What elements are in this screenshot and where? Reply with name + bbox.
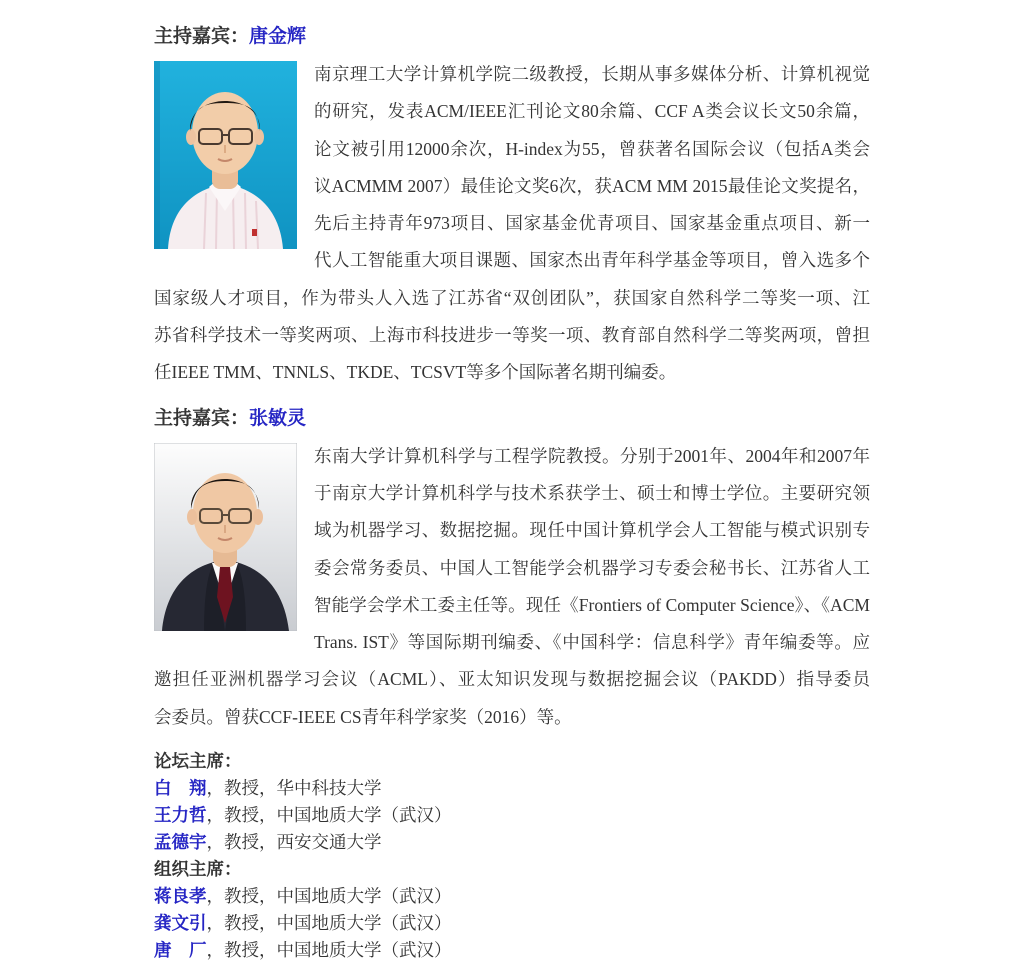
member-affiliation: ，教授，中国地质大学（武汉） <box>206 886 452 907</box>
bio-text-full <box>154 280 870 392</box>
bio-line: 域为机器学习、数据挖掘。现任中国计算机学会人工智能与模式识别专 <box>314 520 870 541</box>
organizing-chairs-heading: 组织主席： <box>154 859 242 880</box>
bio-line: 于南京大学计算机科学与技术系获学士、硕士和博士学位。主要研究领 <box>314 482 870 503</box>
member-affiliation: ，教授，中国地质大学（武汉） <box>206 805 452 826</box>
member-affiliation: ，教授，中国地质大学（武汉） <box>206 913 452 934</box>
bio-text-full <box>154 661 870 736</box>
committee-member <box>154 775 870 802</box>
member-affiliation: ，教授，中国地质大学（武汉） <box>206 940 452 961</box>
bio-line: 国家级人才项目，作为带头人入选了江苏省“双创团队”，获国家自然科学二等奖一项、江 <box>154 287 870 308</box>
bio-row <box>154 61 870 280</box>
bio-line: 邀担任亚洲机器学习会议（ACML）、亚太知识发现与数据挖掘会议（PAKDD）指导委员 <box>154 669 870 690</box>
bio-line: 委会常务委员、中国人工智能学会机器学习专委会秘书长、江苏省人工 <box>314 557 870 578</box>
bio-line: 论文被引用12000余次，H-index为55，曾获著名国际会议（包括A类会 <box>314 138 870 159</box>
forum-chairs-heading: 论坛主席： <box>154 751 242 772</box>
host-label: 主持嘉宾： <box>154 26 250 47</box>
bio-line: 任IEEE TMM、TNNLS、TKDE、TCSVT等多个国际著名期刊编委。 <box>154 362 677 383</box>
host-label: 主持嘉宾： <box>154 407 250 429</box>
bio-row <box>154 443 870 662</box>
committee-member <box>154 937 870 964</box>
member-name-link[interactable]: 唐 厂 <box>154 940 207 961</box>
guest-name-link[interactable]: 唐金辉 <box>249 26 307 47</box>
portrait-photo-zhang-minling <box>154 443 297 631</box>
bio-line: 先后主持青年973项目、国家基金优青项目、国家基金重点项目、新一 <box>314 213 870 234</box>
bio-line: 议ACMMM 2007）最佳论文奖6次，获ACM MM 2015最佳论文奖提名， <box>314 175 870 196</box>
bio-line: 会委员。曾获CCF-IEEE CS青年科学家奖（2016）等。 <box>154 706 572 727</box>
member-name-link[interactable]: 王力哲 <box>154 805 207 826</box>
bio-line: 苏省科学技术一等奖两项、上海市科技进步一等奖一项、教育部自然科学二等奖两项，曾担 <box>154 325 870 346</box>
committee-member <box>154 802 870 829</box>
guest-name-link[interactable]: 张敏灵 <box>249 407 307 429</box>
section-host-2 <box>154 408 870 736</box>
bio-header <box>154 26 870 47</box>
member-name-link[interactable]: 孟德宇 <box>154 832 207 853</box>
bio-line: 南京理工大学计算机学院二级教授，长期从事多媒体分析、计算机视觉 <box>314 64 870 84</box>
bio-header <box>154 408 870 429</box>
bio-text-wrapped <box>314 56 870 280</box>
committee-member <box>154 883 870 910</box>
member-name-link[interactable]: 龚文引 <box>154 913 207 934</box>
member-name-link[interactable]: 白 翔 <box>154 778 207 799</box>
member-affiliation: ，教授，华中科技大学 <box>206 778 382 799</box>
committees <box>154 748 870 964</box>
portrait-photo-tang-jinhui <box>154 61 297 249</box>
bio-line: 东南大学计算机科学与工程学院教授。分别于2001年、2004年和2007年 <box>314 445 870 466</box>
committee-member <box>154 910 870 937</box>
bio-line: 智能学会学术工委主任等。现任《Frontiers of Computer Science》、《ACM <box>314 594 870 615</box>
member-name-link[interactable]: 蒋良孝 <box>154 886 207 907</box>
section-host-1 <box>154 26 870 392</box>
committee-member <box>154 829 870 856</box>
bio-line: 的研究，发表ACM/IEEE汇刊论文80余篇、CCF A类会议长文50余篇， <box>314 101 870 122</box>
bio-text-wrapped <box>314 438 870 662</box>
member-affiliation: ，教授，西安交通大学 <box>206 832 382 853</box>
bio-line: Trans. IST》等国际期刊编委、《中国科学：信息科学》青年编委等。应 <box>314 632 870 653</box>
bio-line: 代人工智能重大项目课题、国家杰出青年科学基金等项目，曾入选多个 <box>314 250 870 271</box>
